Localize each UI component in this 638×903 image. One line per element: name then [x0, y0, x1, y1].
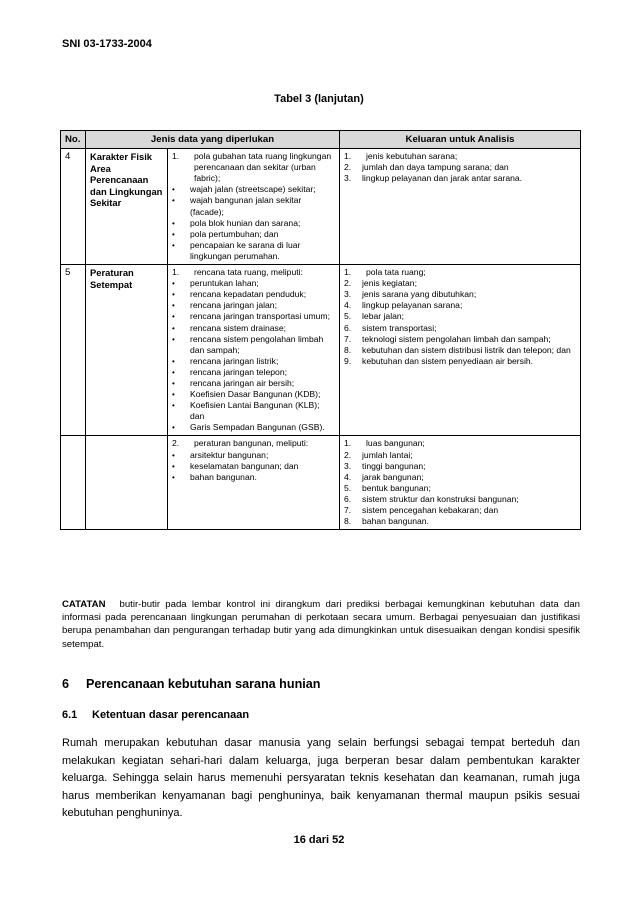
- jenis-data-cell: [168, 436, 340, 530]
- list-item: [172, 300, 335, 311]
- list-item-text: peruntukan lahan;: [190, 278, 259, 289]
- note-label: CATATAN: [62, 599, 106, 610]
- keluaran-list: [344, 438, 576, 527]
- list-item: [344, 483, 576, 494]
- list-marker: 3.: [344, 460, 352, 471]
- jenis-data-list: [172, 151, 335, 262]
- list-item: [172, 218, 335, 229]
- list-marker: 7.: [344, 505, 352, 515]
- list-marker: 3.: [344, 289, 352, 300]
- list-marker: •: [172, 185, 175, 195]
- list-marker: •: [172, 378, 175, 388]
- list-item-text: wajah bangunan jalan sekitar (facade);: [190, 195, 302, 217]
- list-item-text: rencana tata ruang, meliputi:: [194, 267, 303, 278]
- jenis-data-cell: [168, 265, 340, 436]
- list-marker: 6.: [344, 322, 352, 333]
- list-item-text: bentuk bangunan;: [362, 482, 431, 493]
- list-marker: •: [172, 196, 175, 206]
- list-item: [172, 240, 335, 262]
- list-marker: •: [172, 423, 175, 433]
- list-marker: 6.: [344, 493, 352, 504]
- list-item-text: rencana sistem pengolahan limbah dan sampah;: [190, 333, 324, 355]
- list-item: [344, 356, 576, 367]
- list-item: [172, 450, 335, 461]
- row-number: 5: [61, 265, 86, 436]
- list-marker: •: [172, 229, 175, 239]
- list-item: [172, 229, 335, 240]
- list-marker: 2.: [172, 438, 180, 449]
- list-item: [172, 289, 335, 300]
- list-item: [344, 505, 576, 516]
- list-item: [172, 389, 335, 400]
- list-marker: •: [172, 461, 175, 471]
- list-marker: 7.: [344, 333, 352, 344]
- list-item-text: bahan bangunan.: [362, 516, 429, 527]
- list-item: [344, 516, 576, 527]
- note-paragraph: [62, 598, 580, 651]
- list-item: [172, 356, 335, 367]
- list-item-text: lingkup pelayanan sarana;: [362, 300, 463, 311]
- header-keluaran: Keluaran untuk Analisis: [340, 131, 581, 149]
- list-marker: 1.: [344, 438, 352, 449]
- list-item-text: rencana jaringan listrik;: [190, 355, 279, 366]
- list-item-text: peraturan bangunan, meliputi:: [194, 438, 309, 449]
- list-marker: •: [172, 450, 175, 460]
- list-item: [172, 472, 335, 483]
- list-marker: 2.: [344, 278, 352, 289]
- list-marker: •: [172, 472, 175, 482]
- row-area: Karakter Fisik Area Perencanaan dan Lingkungan Sekitar: [86, 149, 168, 265]
- section-number: 6: [62, 677, 70, 691]
- list-marker: •: [172, 401, 175, 411]
- list-marker: 1.: [172, 151, 180, 162]
- section-heading: [62, 677, 320, 691]
- list-marker: 1.: [344, 151, 352, 162]
- document-code: SNI 03-1733-2004: [62, 38, 152, 50]
- page-number: 16 dari 52: [293, 834, 345, 846]
- list-item-text: pola gubahan tata ruang lingkungan perencanaan dan sekitar (urban fabric);: [194, 151, 332, 184]
- list-item: [172, 367, 335, 378]
- list-marker: 8.: [344, 516, 352, 527]
- list-item-text: kebutuhan dan sistem penyediaan air bersih.: [362, 355, 534, 366]
- section-title: Perencanaan kebutuhan sarana hunian: [86, 677, 321, 691]
- list-item-text: lebar jalan;: [362, 311, 405, 322]
- list-marker: 2.: [344, 162, 352, 173]
- list-item-text: rencana jaringan jalan;: [190, 300, 277, 311]
- list-item-text: sistem struktur dan konstruksi bangunan;: [362, 493, 519, 504]
- list-item-text: wajah jalan (streetscape) sekitar;: [190, 184, 316, 195]
- keluaran-cell: [340, 149, 581, 265]
- list-marker: 1.: [172, 267, 180, 278]
- list-item-text: rencana sistem drainase;: [190, 322, 287, 333]
- list-item: [172, 311, 335, 322]
- list-marker: •: [172, 301, 175, 311]
- list-marker: •: [172, 312, 175, 322]
- list-item: [344, 267, 576, 278]
- header-no: No.: [61, 131, 86, 149]
- list-item-text: pencapaian ke sarana di luar lingkungan perumahan.: [190, 239, 301, 261]
- list-item: [344, 438, 576, 449]
- subsection-heading: [62, 709, 249, 721]
- list-item: [172, 323, 335, 334]
- list-item-text: lingkup pelayanan dan jarak antar sarana.: [362, 173, 523, 184]
- data-table: [60, 130, 581, 530]
- keluaran-cell: [340, 265, 581, 436]
- list-item: [344, 323, 576, 334]
- list-item-text: sistem transportasi;: [362, 322, 437, 333]
- row-number: 4: [61, 149, 86, 265]
- list-item: [344, 173, 576, 184]
- list-item: [344, 494, 576, 505]
- list-marker: 1.: [344, 267, 352, 278]
- list-marker: 8.: [344, 344, 352, 355]
- list-item-text: tinggi bangunan;: [362, 460, 426, 471]
- list-marker: 9.: [344, 355, 352, 366]
- keluaran-cell: [340, 436, 581, 530]
- list-item-text: rencana jaringan air bersih;: [190, 377, 295, 388]
- list-item-text: arsitektur bangunan;: [190, 449, 269, 460]
- list-item: [344, 311, 576, 322]
- list-item-text: jumlah dan daya tampung sarana; dan: [362, 162, 509, 173]
- jenis-data-list: [172, 267, 335, 433]
- list-marker: •: [172, 240, 175, 250]
- list-item-text: keselamatan bangunan; dan: [190, 460, 299, 471]
- list-marker: •: [172, 390, 175, 400]
- row-number: [61, 436, 86, 530]
- list-item-text: jarak bangunan;: [362, 471, 424, 482]
- list-item-text: teknologi sistem pengolahan limbah dan sampah;: [362, 333, 551, 344]
- list-marker: •: [172, 367, 175, 377]
- row-area: Peraturan Setempat: [86, 265, 168, 436]
- list-item: [172, 278, 335, 289]
- list-marker: 4.: [344, 471, 352, 482]
- list-marker: •: [172, 218, 175, 228]
- table-header-row: [61, 131, 581, 149]
- list-item-text: pola pertumbuhan; dan: [190, 228, 279, 239]
- subsection-title: Ketentuan dasar perencanaan: [92, 709, 250, 721]
- list-item-text: luas bangunan;: [366, 438, 425, 449]
- list-item: [344, 300, 576, 311]
- list-item: [172, 438, 335, 449]
- list-item-text: kebutuhan dan sistem distribusi listrik dan telepon; dan: [362, 344, 571, 355]
- list-item-text: rencana jaringan telepon;: [190, 366, 287, 377]
- list-item: [344, 461, 576, 472]
- table-row: [61, 265, 581, 436]
- table-row: [61, 436, 581, 530]
- list-item-text: Koefisien Lantai Bangunan (KLB); dan: [190, 400, 320, 422]
- list-item-text: bahan bangunan.: [190, 471, 257, 482]
- list-marker: 5.: [344, 311, 352, 322]
- list-item: [344, 334, 576, 345]
- list-marker: •: [172, 356, 175, 366]
- list-item: [172, 195, 335, 217]
- list-item: [344, 278, 576, 289]
- list-item-text: rencana kepadatan penduduk;: [190, 289, 307, 300]
- list-item: [344, 289, 576, 300]
- list-item-text: sistem pencegahan kebakaran; dan: [362, 505, 499, 515]
- list-item-text: jumlah lantai;: [362, 449, 413, 460]
- list-marker: •: [172, 290, 175, 300]
- list-item: [344, 472, 576, 483]
- list-marker: •: [172, 323, 175, 333]
- list-item: [344, 162, 576, 173]
- list-item-text: pola tata ruang;: [366, 267, 426, 278]
- list-marker: •: [172, 334, 175, 344]
- jenis-data-list: [172, 438, 335, 482]
- list-marker: 4.: [344, 300, 352, 311]
- table-row: [61, 149, 581, 265]
- list-item: [172, 422, 335, 433]
- list-item: [172, 151, 335, 184]
- header-jenis-data: Jenis data yang diperlukan: [86, 131, 340, 149]
- list-marker: 5.: [344, 482, 352, 493]
- list-item-text: jenis kebutuhan sarana;: [366, 151, 458, 162]
- list-item-text: pola blok hunian dan sarana;: [190, 217, 301, 228]
- list-item: [344, 450, 576, 461]
- jenis-data-cell: [168, 149, 340, 265]
- list-item: [172, 461, 335, 472]
- list-item: [172, 400, 335, 422]
- note-text: butir-butir pada lembar kontrol ini dirangkum dari prediksi berbagai kemungkinan kebutuhan data dan informasi pada perencanaan lingkungan perumahan di perkotaan secara umum. Berbagai penyesuaian dan justifikasi berupa penambahan dan pengurangan terhadap butir yang ada dimungkinkan untuk disesuaikan dengan kondisi spesifik setempat.: [62, 599, 580, 650]
- row-area: [86, 436, 168, 530]
- list-marker: 3.: [344, 173, 352, 184]
- list-marker: •: [172, 279, 175, 289]
- table-title: Tabel 3 (lanjutan): [274, 93, 364, 105]
- list-marker: 2.: [344, 449, 352, 460]
- list-item-text: Koefisien Dasar Bangunan (KDB);: [190, 389, 321, 400]
- subsection-number: 6.1: [62, 709, 78, 721]
- list-item: [172, 378, 335, 389]
- body-paragraph: Rumah merupakan kebutuhan dasar manusia yang selain berfungsi sebagai tempat berteduh dan melakukan kegiatan sehari-hari dalam keluarga, juga berperan besar dalam pembentukan karakter keluarga. Sehingga selain harus memenuhi persyaratan teknis kesehatan dan keamanan, rumah juga harus memberikan kenyamanan bagi penghuninya, baik kenyamanan thermal maupun psikis sesuai kebutuhan penghuninya.: [62, 737, 580, 820]
- list-item-text: Garis Sempadan Bangunan (GSB).: [190, 422, 325, 433]
- list-item-text: jenis kegiatan;: [362, 278, 417, 289]
- list-item: [172, 334, 335, 356]
- list-item: [172, 184, 335, 195]
- keluaran-list: [344, 151, 576, 184]
- keluaran-list: [344, 267, 576, 367]
- list-item: [172, 267, 335, 278]
- list-item: [344, 345, 576, 356]
- list-item-text: rencana jaringan transportasi umum;: [190, 311, 330, 322]
- list-item: [344, 151, 576, 162]
- list-item-text: jenis sarana yang dibutuhkan;: [362, 289, 477, 300]
